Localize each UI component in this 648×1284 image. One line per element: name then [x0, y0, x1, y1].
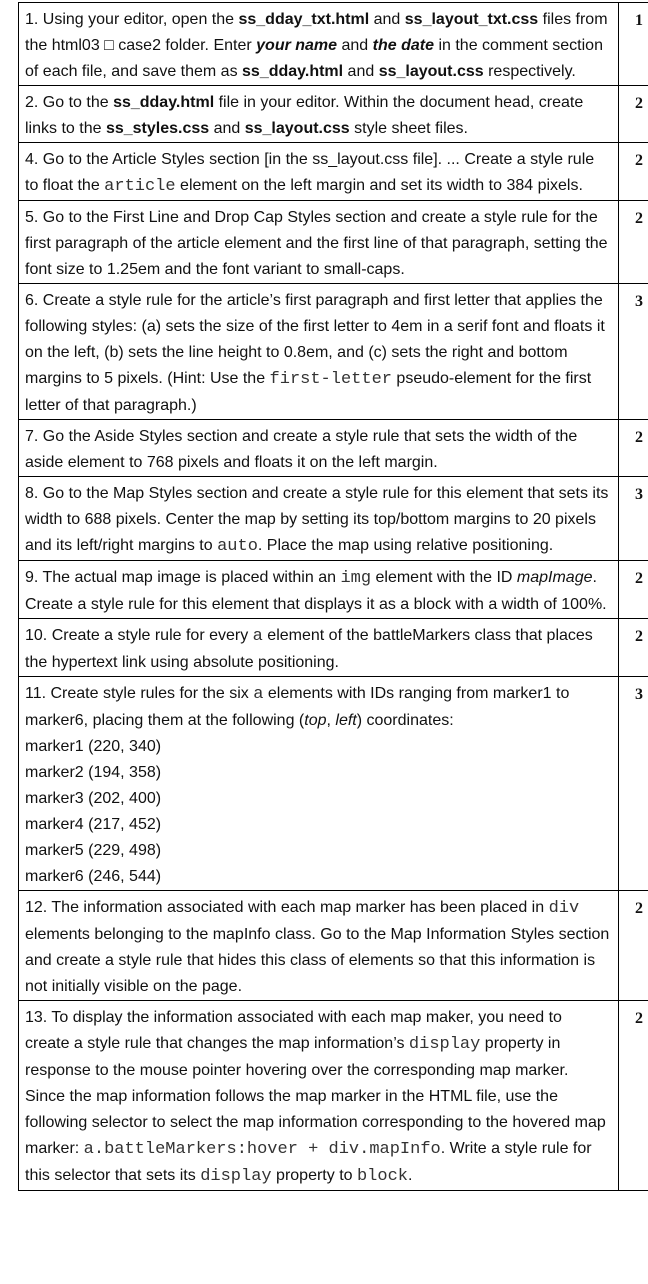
missing-glyph-icon: □ — [104, 37, 114, 54]
marker-coordinate: marker1 (220, 340) — [25, 738, 162, 755]
table-row — [19, 86, 648, 143]
marker-coordinate: marker4 (217, 452) — [25, 816, 162, 833]
points-cell: 3 — [619, 477, 648, 561]
task-cell: 1. Using your editor, open the ss_dday_txt.html and ss_layout_txt.css files from the html03 □ case2 folder. Enter your name and the date in the comment section of each file, and save them as ss_dday.html and ss_layout.css respectively. — [19, 3, 619, 86]
task-cell: 7. Go the Aside Styles section and create a style rule that sets the width of the aside element to 768 pixels and floats it on the left margin. — [19, 420, 619, 477]
task-cell: 4. Go to the Article Styles section [in the ss_layout.css file]. ... Create a style rule to float the article element on the left margin and set its width to 384 pixels. — [19, 143, 619, 201]
points-cell: 2 — [619, 143, 648, 201]
table-row — [19, 891, 648, 1001]
marker-coordinate: marker5 (229, 498) — [25, 842, 162, 859]
task-cell: 10. Create a style rule for every a element of the battleMarkers class that places the hypertext link using absolute positioning. — [19, 619, 619, 677]
table-row — [19, 201, 648, 284]
table-row — [19, 1001, 648, 1191]
instructions-table — [18, 2, 648, 1191]
task-cell: 2. Go to the ss_dday.html file in your editor. Within the document head, create links to the ss_styles.css and ss_layout.css style sheet files. — [19, 86, 619, 143]
task-cell: 9. The actual map image is placed within an img element with the ID mapImage. Create a style rule for this element that displays it as a block with a width of 100%. — [19, 561, 619, 619]
table-row — [19, 143, 648, 201]
points-cell: 1 — [619, 3, 648, 86]
task-cell: 5. Go to the First Line and Drop Cap Styles section and create a style rule for the first paragraph of the article element and the first line of that paragraph, setting the font size to 1.25em and the font variant to small-caps. — [19, 201, 619, 284]
points-cell: 2 — [619, 619, 648, 677]
table-row — [19, 561, 648, 619]
task-cell: 8. Go to the Map Styles section and create a style rule for this element that sets its width to 688 pixels. Center the map by setting its top/bottom margins to 20 pixels and its left/right margins to auto. Place the map using relative positioning. — [19, 477, 619, 561]
table-row — [19, 477, 648, 561]
marker-coordinate: marker6 (246, 544) — [25, 868, 162, 885]
marker-coordinate: marker2 (194, 358) — [25, 764, 162, 781]
points-cell: 3 — [619, 284, 648, 420]
points-cell: 2 — [619, 891, 648, 1001]
task-cell: 11. Create style rules for the six a elements with IDs ranging from marker1 to marker6, placing them at the following (top, left) coordinates: marker1 (220, 340) marker2 (194, 358) marker3 (202, 400) marker4 (217, 452) marker5 (229, 498) marker6 (246, 544) — [19, 677, 619, 891]
assignment-document — [18, 2, 648, 1191]
points-cell: 3 — [619, 677, 648, 891]
table-row — [19, 284, 648, 420]
points-cell: 2 — [619, 420, 648, 477]
table-row — [19, 420, 648, 477]
marker-coordinate: marker3 (202, 400) — [25, 790, 162, 807]
task-cell: 13. To display the information associated with each map maker, you need to create a style rule that changes the map information’s display property in response to the mouse pointer hovering over the corresponding map marker. Since the map information follows the map marker in the HTML file, use the following selector to select the map information corresponding to the hovered map marker: a.battleMarkers:hover + div.mapInfo. Write a style rule for this selector that sets its display property to block. — [19, 1001, 619, 1191]
task-cell: 6. Create a style rule for the article’s first paragraph and first letter that applies the following styles: (a) sets the size of the first letter to 4em in a serif font and floats it on the left, (b) sets the line height to 0.8em, and (c) sets the right and bottom margins to 5 pixels. (Hint: Use the first-letter pseudo-element for the first letter of that paragraph.) — [19, 284, 619, 420]
task-cell: 12. The information associated with each map marker has been placed in div elements belonging to the mapInfo class. Go to the Map Information Styles section and create a style rule that hides this class of elements so that this information is not initially visible on the page. — [19, 891, 619, 1001]
points-cell: 2 — [619, 86, 648, 143]
table-row — [19, 3, 648, 86]
table-row — [19, 677, 648, 891]
points-cell: 2 — [619, 201, 648, 284]
table-row — [19, 619, 648, 677]
points-cell: 2 — [619, 561, 648, 619]
points-cell: 2 — [619, 1001, 648, 1191]
